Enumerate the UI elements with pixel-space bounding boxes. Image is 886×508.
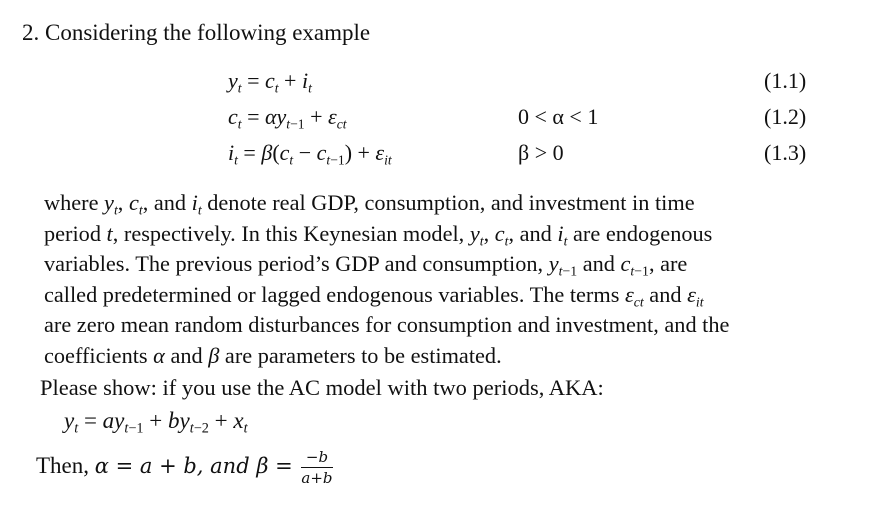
equation-1-1: $y_t = c_t + i_t$ xyxy=(228,68,312,96)
paragraph-line-4: called predetermined or lagged endogenous variables. The terms $\varepsilon_{ct}$ and $\varepsilon_{it}$ xyxy=(44,281,704,309)
condition-1-2: 0 < α < 1 xyxy=(518,104,599,129)
paragraph-line-5: are zero mean random disturbances for consumption and investment, and the xyxy=(44,312,730,337)
ac-model-equation: $y_t = ay_{t-1} + by_{t-2} + x_t$ xyxy=(64,408,248,437)
condition-1-3: β > 0 xyxy=(518,140,564,165)
problem-heading: 2. Considering the following example xyxy=(22,20,371,45)
paragraph-line-2: period t, respectively. In this Keynesian model, $y_t$, $c_t$, and $i_t$ are endogenous xyxy=(44,220,713,248)
explanation-paragraph xyxy=(44,188,844,371)
please-show-text: Please show: if you use the AC model with two periods, AKA: xyxy=(40,375,604,400)
equation-1-2: $c_t = \alpha y_{t-1} + \varepsilon_{ct}$ xyxy=(228,104,347,132)
equation-1-3: $i_t = \beta(c_t - c_{t-1}) + \varepsilon_{it}$ xyxy=(228,140,392,168)
paragraph-line-1: where $y_t$, $c_t$, and $i_t$ denote real GDP, consumption, and investment in time xyxy=(44,190,695,218)
then-statement: Then, α = a + b, and β = $\frac{-b}{a+b}$ xyxy=(36,448,333,487)
equation-number-1-2: (1.2) xyxy=(764,104,807,129)
paragraph-line-3: variables. The previous period’s GDP and consumption, $y_{t-1}$ and $c_{t-1}$, are xyxy=(44,251,688,279)
equation-number-1-1: (1.1) xyxy=(764,68,807,93)
paragraph-line-6: coefficients α and β are parameters to be estimated. xyxy=(44,342,502,368)
fraction: $\frac{-b}{a+b}$ xyxy=(301,448,333,487)
equation-number-1-3: (1.3) xyxy=(764,140,807,165)
